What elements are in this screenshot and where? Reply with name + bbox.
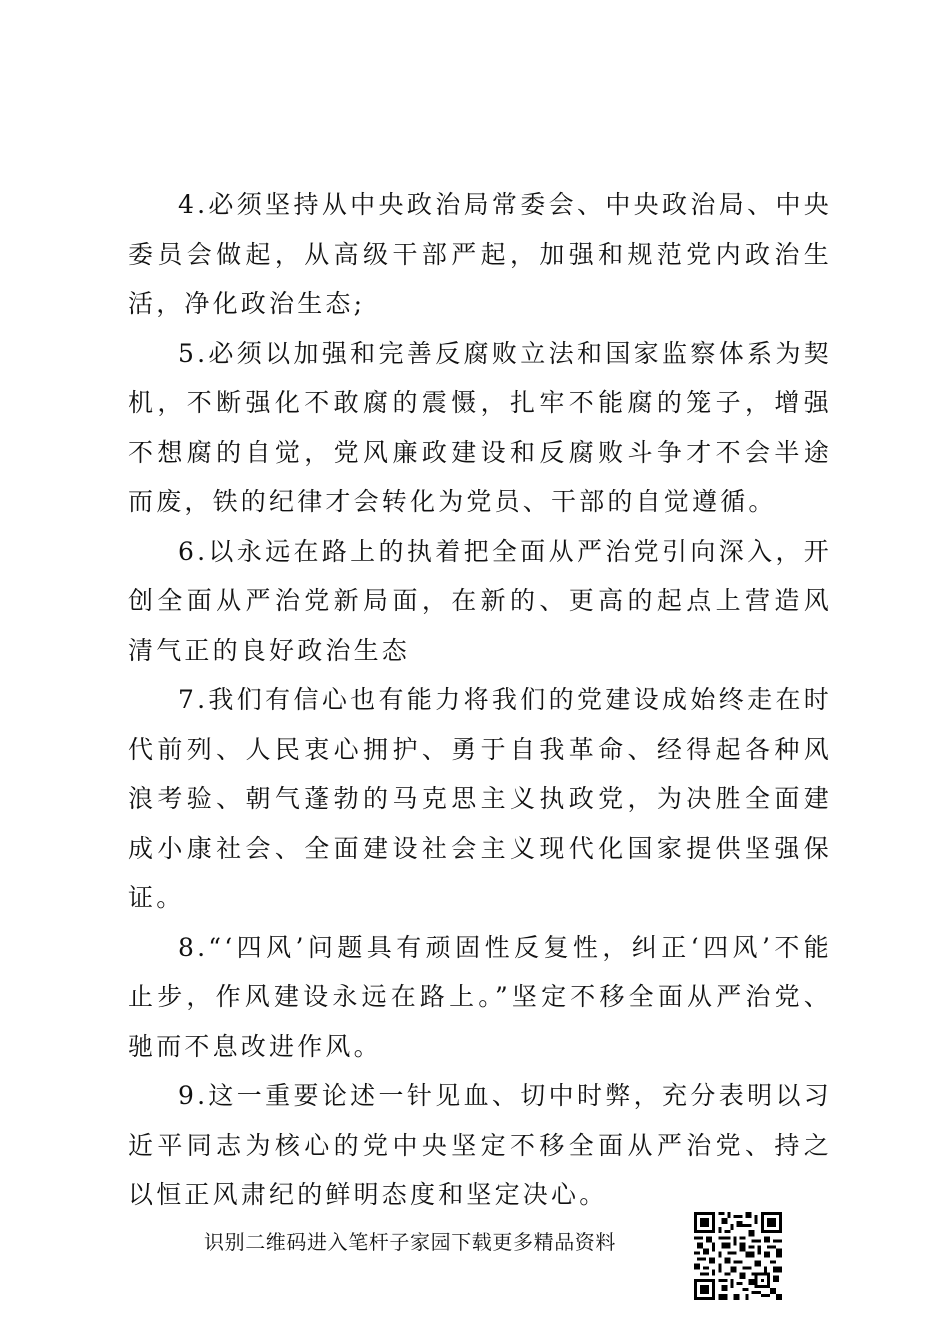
paragraph-6: 6.以永远在路上的执着把全面从严治党引向深入，开创全面从严治党新局面，在新的、更高的起点上营造风清气正的良好政治生态	[128, 536, 832, 665]
qr-code-icon[interactable]	[694, 1212, 782, 1300]
footer	[0, 1210, 950, 1300]
paragraph-9: 9.这一重要论述一针见血、切中时弊，充分表明以习近平同志为核心的党中央坚定不移全面从严治党、持之以恒正风肃纪的鲜明态度和坚定决心。	[128, 1081, 832, 1209]
paragraph-4: 4.必须坚持从中央政治局常委会、中央政治局、中央委员会做起，从高级干部严起，加强和规范党内政治生活，净化政治生态;	[128, 190, 832, 318]
footer-promo-text: 识别二维码进入笔杆子家园下载更多精品资料	[204, 1230, 616, 1254]
paragraph-7: 7.我们有信心也有能力将我们的党建设成始终走在时代前列、人民衷心拥护、勇于自我革命、经得起各种风浪考验、朝气蓬勃的马克思主义执政党，为决胜全面建成小康社会、全面建设社会主义现代化国家提供坚强保证。	[128, 685, 832, 912]
paragraph-5: 5.必须以加强和完善反腐败立法和国家监察体系为契机，不断强化不敢腐的震慑，扎牢不能腐的笼子，增强不想腐的自觉，党风廉政建设和反腐败斗争才不会半途而废，铁的纪律才会转化为党员、干部的自觉遵循。	[128, 338, 832, 516]
paragraph-8: 8.“‘四风’问题具有顽固性反复性，纠正‘四风’不能止步，作风建设永远在路上。”坚定不移全面从严治党、驰而不息改进作风。	[128, 932, 832, 1061]
document-body	[128, 180, 832, 1220]
